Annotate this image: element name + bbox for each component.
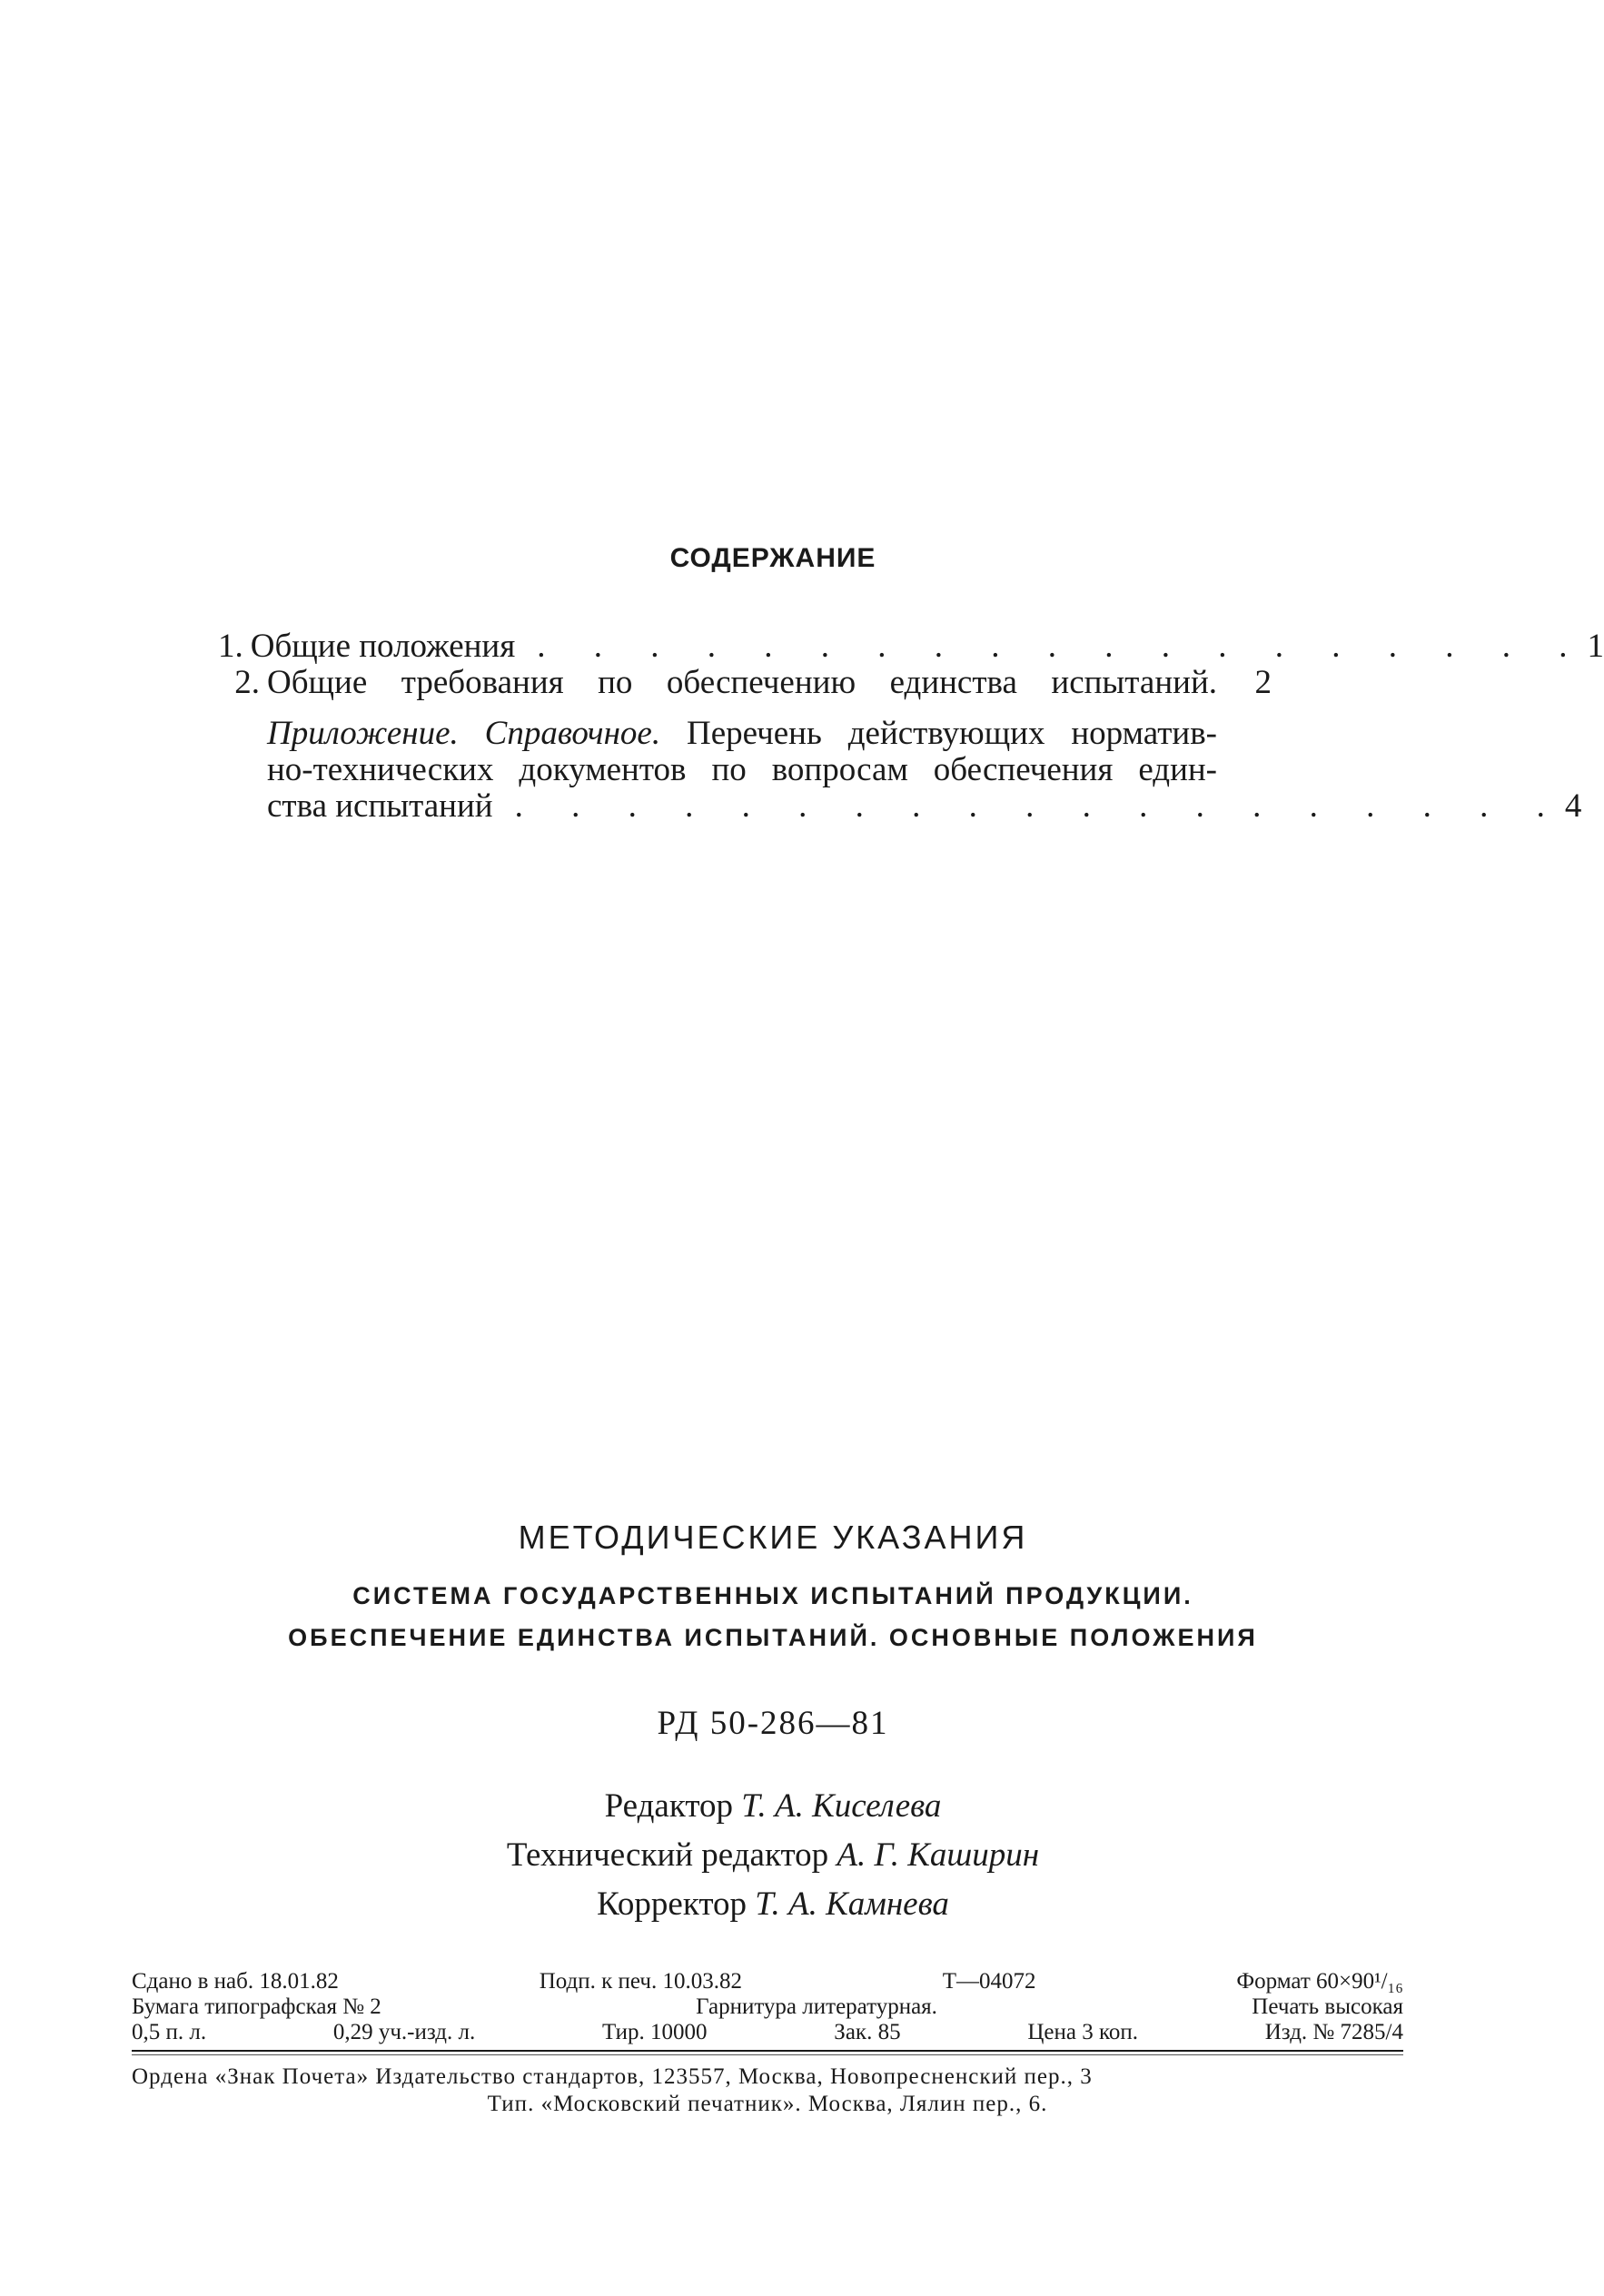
imprint-block (132, 1969, 1403, 2045)
document-title: МЕТОДИЧЕСКИЕ УКАЗАНИЯ (518, 1519, 1028, 1556)
appendix-line-1-rest: Перечень действующих норматив- (686, 715, 1217, 752)
toc-item-text: Общие требования по обеспечению единства испытаний. (267, 664, 1217, 701)
toc-item-page: 4 (1564, 787, 1582, 825)
toc-item-number: 1. (218, 628, 243, 665)
appendix-label: Приложение. Справочное. (267, 715, 661, 752)
imprint-rule-thin (132, 2054, 1403, 2055)
footer-line-2: Тип. «Московский печатник». Москва, Лялин пер., 6. (487, 2092, 1048, 2116)
staff-credits (0, 1782, 1546, 1929)
credit-tech-editor: Технический редактор А. Г. Каширин (506, 1836, 1040, 1874)
toc-item-number: 2. (234, 664, 260, 701)
document-code: РД 50-286—81 (657, 1705, 889, 1742)
publisher-footer (132, 2063, 1403, 2118)
imprint-row-2: Бумага типографская № 2 Гарнитура литературная. Печать высокая (132, 1994, 1403, 2019)
footer-line-1: Ордена «Знак Почета» Издательство стандартов, 123557, Москва, Новопресненский пер., 3 (132, 2064, 1093, 2089)
appendix-line-1 (267, 716, 1272, 752)
imprint-row-3: 0,5 п. л. 0,29 уч.-изд. л. Тир. 10000 Зак. 85 Цена 3 коп. Изд. № 7285/4 (132, 2020, 1403, 2044)
toc-dot-leader: . . . . . . . . . . . . . . . . . . . (514, 787, 1565, 825)
toc-title: СОДЕРЖАНИЕ (669, 543, 876, 573)
toc-item-1[interactable] (218, 628, 1604, 665)
toc-item-text: Общие положения (250, 628, 516, 665)
imprint-row-1: Сдано в наб. 18.01.82 Подп. к печ. 10.03.82 Т—04072 Формат 60×90¹/₁₆ (132, 1969, 1403, 1994)
document-subtitle-2: ОБЕСПЕЧЕНИЕ ЕДИНСТВА ИСПЫТАНИЙ. ОСНОВНЫЕ ПОЛОЖЕНИЯ (288, 1624, 1258, 1651)
table-of-contents (218, 628, 1604, 825)
toc-dot-leader: . . . . . . . . . . . . . . . . . . . (537, 628, 1588, 665)
imprint-rule (132, 2050, 1403, 2052)
credit-editor: Редактор Т. А. Киселева (604, 1787, 942, 1825)
document-subtitle-1: СИСТЕМА ГОСУДАРСТВЕННЫХ ИСПЫТАНИЙ ПРОДУКЦИИ. (352, 1582, 1193, 1609)
toc-item-page: 2 (1254, 664, 1272, 701)
toc-item-page: 1 (1587, 628, 1604, 665)
toc-item-2[interactable] (218, 665, 1272, 701)
toc-appendix[interactable] (267, 715, 1582, 825)
appendix-line-3: ства испытаний (267, 787, 493, 825)
appendix-line-2: но-технических документов по вопросам обеспечения един- (267, 751, 1217, 788)
credit-corrector: Корректор Т. А. Камнева (597, 1885, 949, 1923)
